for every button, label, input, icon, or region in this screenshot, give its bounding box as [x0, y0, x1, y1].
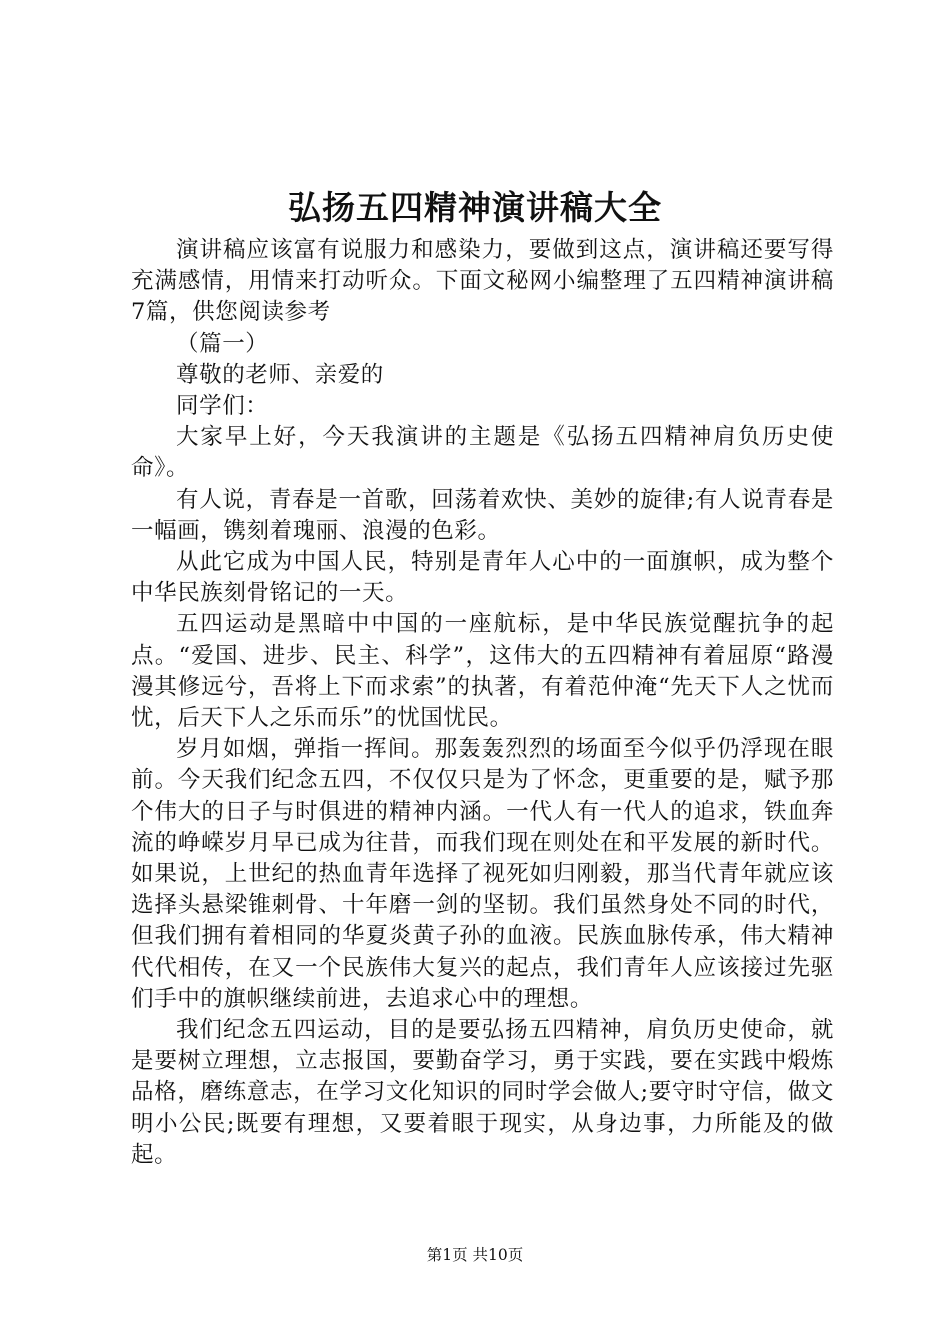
page-footer: 第1页 共10页	[426, 1246, 524, 1264]
paragraph-intro: 演讲稿应该富有说服力和感染力，要做到这点，演讲稿还要写得充满感情，用情来打动听众。下面文秘网小编整理了五四精神演讲稿7篇，供您阅读参考	[131, 237, 834, 326]
document-title: 弘扬五四精神演讲稿大全	[288, 188, 662, 227]
document-body	[131, 235, 834, 1171]
paragraph-years: 岁月如烟，弹指一挥间。那轰轰烈烈的场面至今似乎仍浮现在眼前。今天我们纪念五四，不仅仅只是为了怀念，更重要的是，赋予那个伟大的日子与时俱进的精神内涵。一代人有一代人的追求，铁血奔流的峥嵘岁月早已成为往昔，而我们现在则处在和平发展的新时代。如果说，上世纪的热血青年选择了视死如归刚毅，那当代青年就应该选择头悬梁锥刺骨、十年磨一剑的坚韧。我们虽然身处不同的时代，但我们拥有着相同的华夏炎黄子孙的血液。民族血脉传承，伟大精神代代相传，在又一个民族伟大复兴的起点，我们青年人应该接过先驱们手中的旗帜继续前进，去追求心中的理想。	[131, 736, 834, 1012]
paragraph-section-heading: （篇一）	[176, 330, 269, 357]
paragraph-commemorate: 我们纪念五四运动，目的是要弘扬五四精神，肩负历史使命，就是要树立理想，立志报国，要勤奋学习，勇于实践，要在实践中煅炼品格，磨练意志，在学习文化知识的同时学会做人;要守时守信，做文明小公民;既要有理想，又要着眼于现实，从身边事，力所能及的做起。	[131, 1017, 834, 1168]
paragraph-greeting: 大家早上好，今天我演讲的主题是《弘扬五四精神肩负历史使命》。	[131, 424, 834, 482]
paragraph-banner: 从此它成为中国人民，特别是青年人心中的一面旗帜，成为整个中华民族刻骨铭记的一天。	[131, 549, 834, 607]
paragraph-beacon: 五四运动是黑暗中中国的一座航标，是中华民族觉醒抗争的起点。“爱国、进步、民主、科学”，这伟大的五四精神有着屈原“路漫漫其修远兮，吾将上下而求索”的执著，有着范仲淹“先天下人之忧而忧，后天下人之乐而乐”的忧国忧民。	[131, 611, 834, 732]
paragraph-salutation-1: 尊敬的老师、亲爱的	[176, 361, 384, 388]
paragraph-salutation-2: 同学们：	[176, 393, 269, 420]
paragraph-youth: 有人说，青春是一首歌，回荡着欢快、美妙的旋律;有人说青春是一幅画，镌刻着瑰丽、浪漫的色彩。	[131, 486, 834, 544]
